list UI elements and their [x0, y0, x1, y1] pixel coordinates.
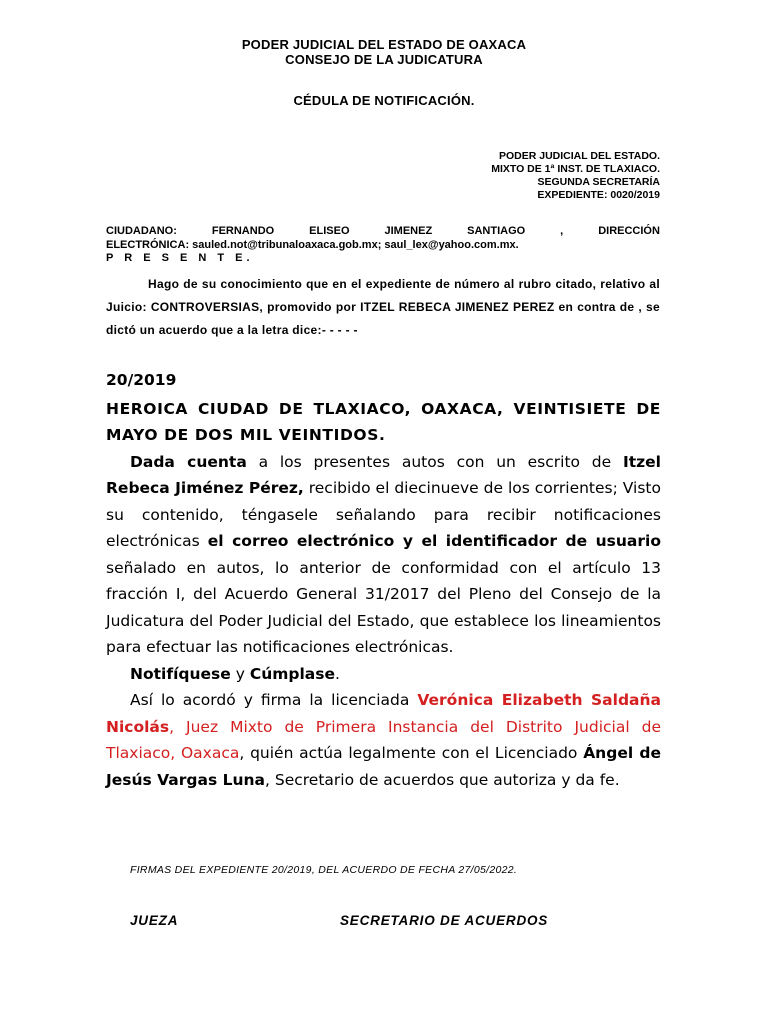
text-run: señalado en autos, lo anterior de conformidad con el artículo 13 fracción I, del Acuerdo General 31/2017 del Pleno del Consejo de la Judicatura del Poder Judicial del Estado, que establece los lineamientos para efectuar las notificaciones electrónicas.: [106, 558, 661, 656]
signature-judge: JUEZA: [130, 913, 179, 928]
email-addresses: ELECTRÓNICA: sauled.not@tribunaloaxaca.gob.mx; saul_lex@yahoo.com.mx.: [106, 238, 519, 251]
council-name: CONSEJO DE LA JUDICATURA: [285, 52, 483, 67]
signature-secretary: SECRETARIO DE ACUERDOS: [340, 913, 549, 928]
signatures-note: FIRMAS DEL EXPEDIENTE 20/2019, DEL ACUERDO DE FECHA 27/05/2022.: [130, 864, 518, 876]
resolution-body: [106, 367, 661, 793]
addressee-word: CIUDADANO:: [106, 225, 177, 237]
document-title: CÉDULA DE NOTIFICACIÓN.: [293, 93, 475, 108]
paragraph-notifiquese: [106, 661, 661, 688]
resolution-expediente: 20/2019: [106, 371, 177, 389]
text-run: , quién actúa legalmente con el Licenciado: [239, 744, 584, 762]
presente-label: P R E S E N T E.: [106, 252, 254, 264]
judge-title: Juez Mixto de Primera Instancia del Distrito Judicial de Tlaxiaco, Oaxaca: [106, 717, 661, 762]
institution-name: PODER JUDICIAL DEL ESTADO DE OAXACA: [241, 37, 527, 52]
bold-text: Cúmplase: [249, 664, 335, 683]
text-run: Así lo acordó y firma la licenciada: [130, 691, 418, 709]
text-run: .: [334, 664, 340, 683]
bold-text: Notifíquese: [130, 664, 231, 683]
court-block: [491, 150, 660, 202]
paragraph-dada-cuenta: [106, 449, 661, 661]
addressee-block: [106, 225, 660, 266]
addressee-line-1: [106, 225, 660, 239]
bold-text: Dada cuenta: [130, 452, 247, 471]
addressee-word: DIRECCIÓN: [598, 225, 660, 237]
addressee-word: ELISEO: [309, 225, 350, 237]
text-run: a los presentes autos con un escrito de: [246, 452, 623, 471]
addressee-word: FERNANDO: [211, 225, 275, 237]
text-run: recibido el diecinueve de los corrientes; Visto su contenido, téngasele señalando para recibir notificaciones electrónicas: [106, 479, 661, 550]
addressee-word: ,: [560, 225, 564, 237]
court-line-3: SEGUNDA SECRETARÍA: [537, 176, 660, 188]
intro-paragraph: [106, 273, 660, 342]
place-and-date: HEROICA CIUDAD DE TLAXIACO, OAXACA, VEINTISIETE DE MAYO DE DOS MIL VEINTIDOS.: [106, 399, 661, 444]
secretary-name: Ángel de Jesús Vargas Luna: [106, 744, 661, 789]
court-line-2: MIXTO DE 1ª INST. DE TLAXIACO.: [491, 163, 660, 175]
addressee-word: SANTIAGO: [467, 225, 526, 237]
bold-text: el correo electrónico y el identificador de usuario: [207, 532, 661, 550]
court-line-1: PODER JUDICIAL DEL ESTADO.: [498, 150, 660, 162]
addressee-word: JIMENEZ: [384, 225, 433, 237]
judge-name: Verónica Elizabeth Saldaña Nicolás: [106, 691, 661, 736]
expediente-number: EXPEDIENTE: 0020/2019: [537, 189, 660, 201]
paragraph-signing: [106, 687, 661, 793]
petitioner-name: Itzel Rebeca Jiménez Pérez,: [106, 452, 661, 497]
text-run: ,: [169, 717, 175, 736]
text-run: y: [230, 664, 250, 683]
text-run: , Secretario de acuerdos que autoriza y da fe.: [265, 770, 620, 789]
intro-text: Hago de su conocimiento que en el expediente de número al rubro citado, relativo al Juicio: CONTROVERSIAS, promovido por ITZEL REBECA JIMENEZ PEREZ en contra de , se dictó un acuerdo que a la letra dice:- - - - -: [106, 277, 660, 337]
